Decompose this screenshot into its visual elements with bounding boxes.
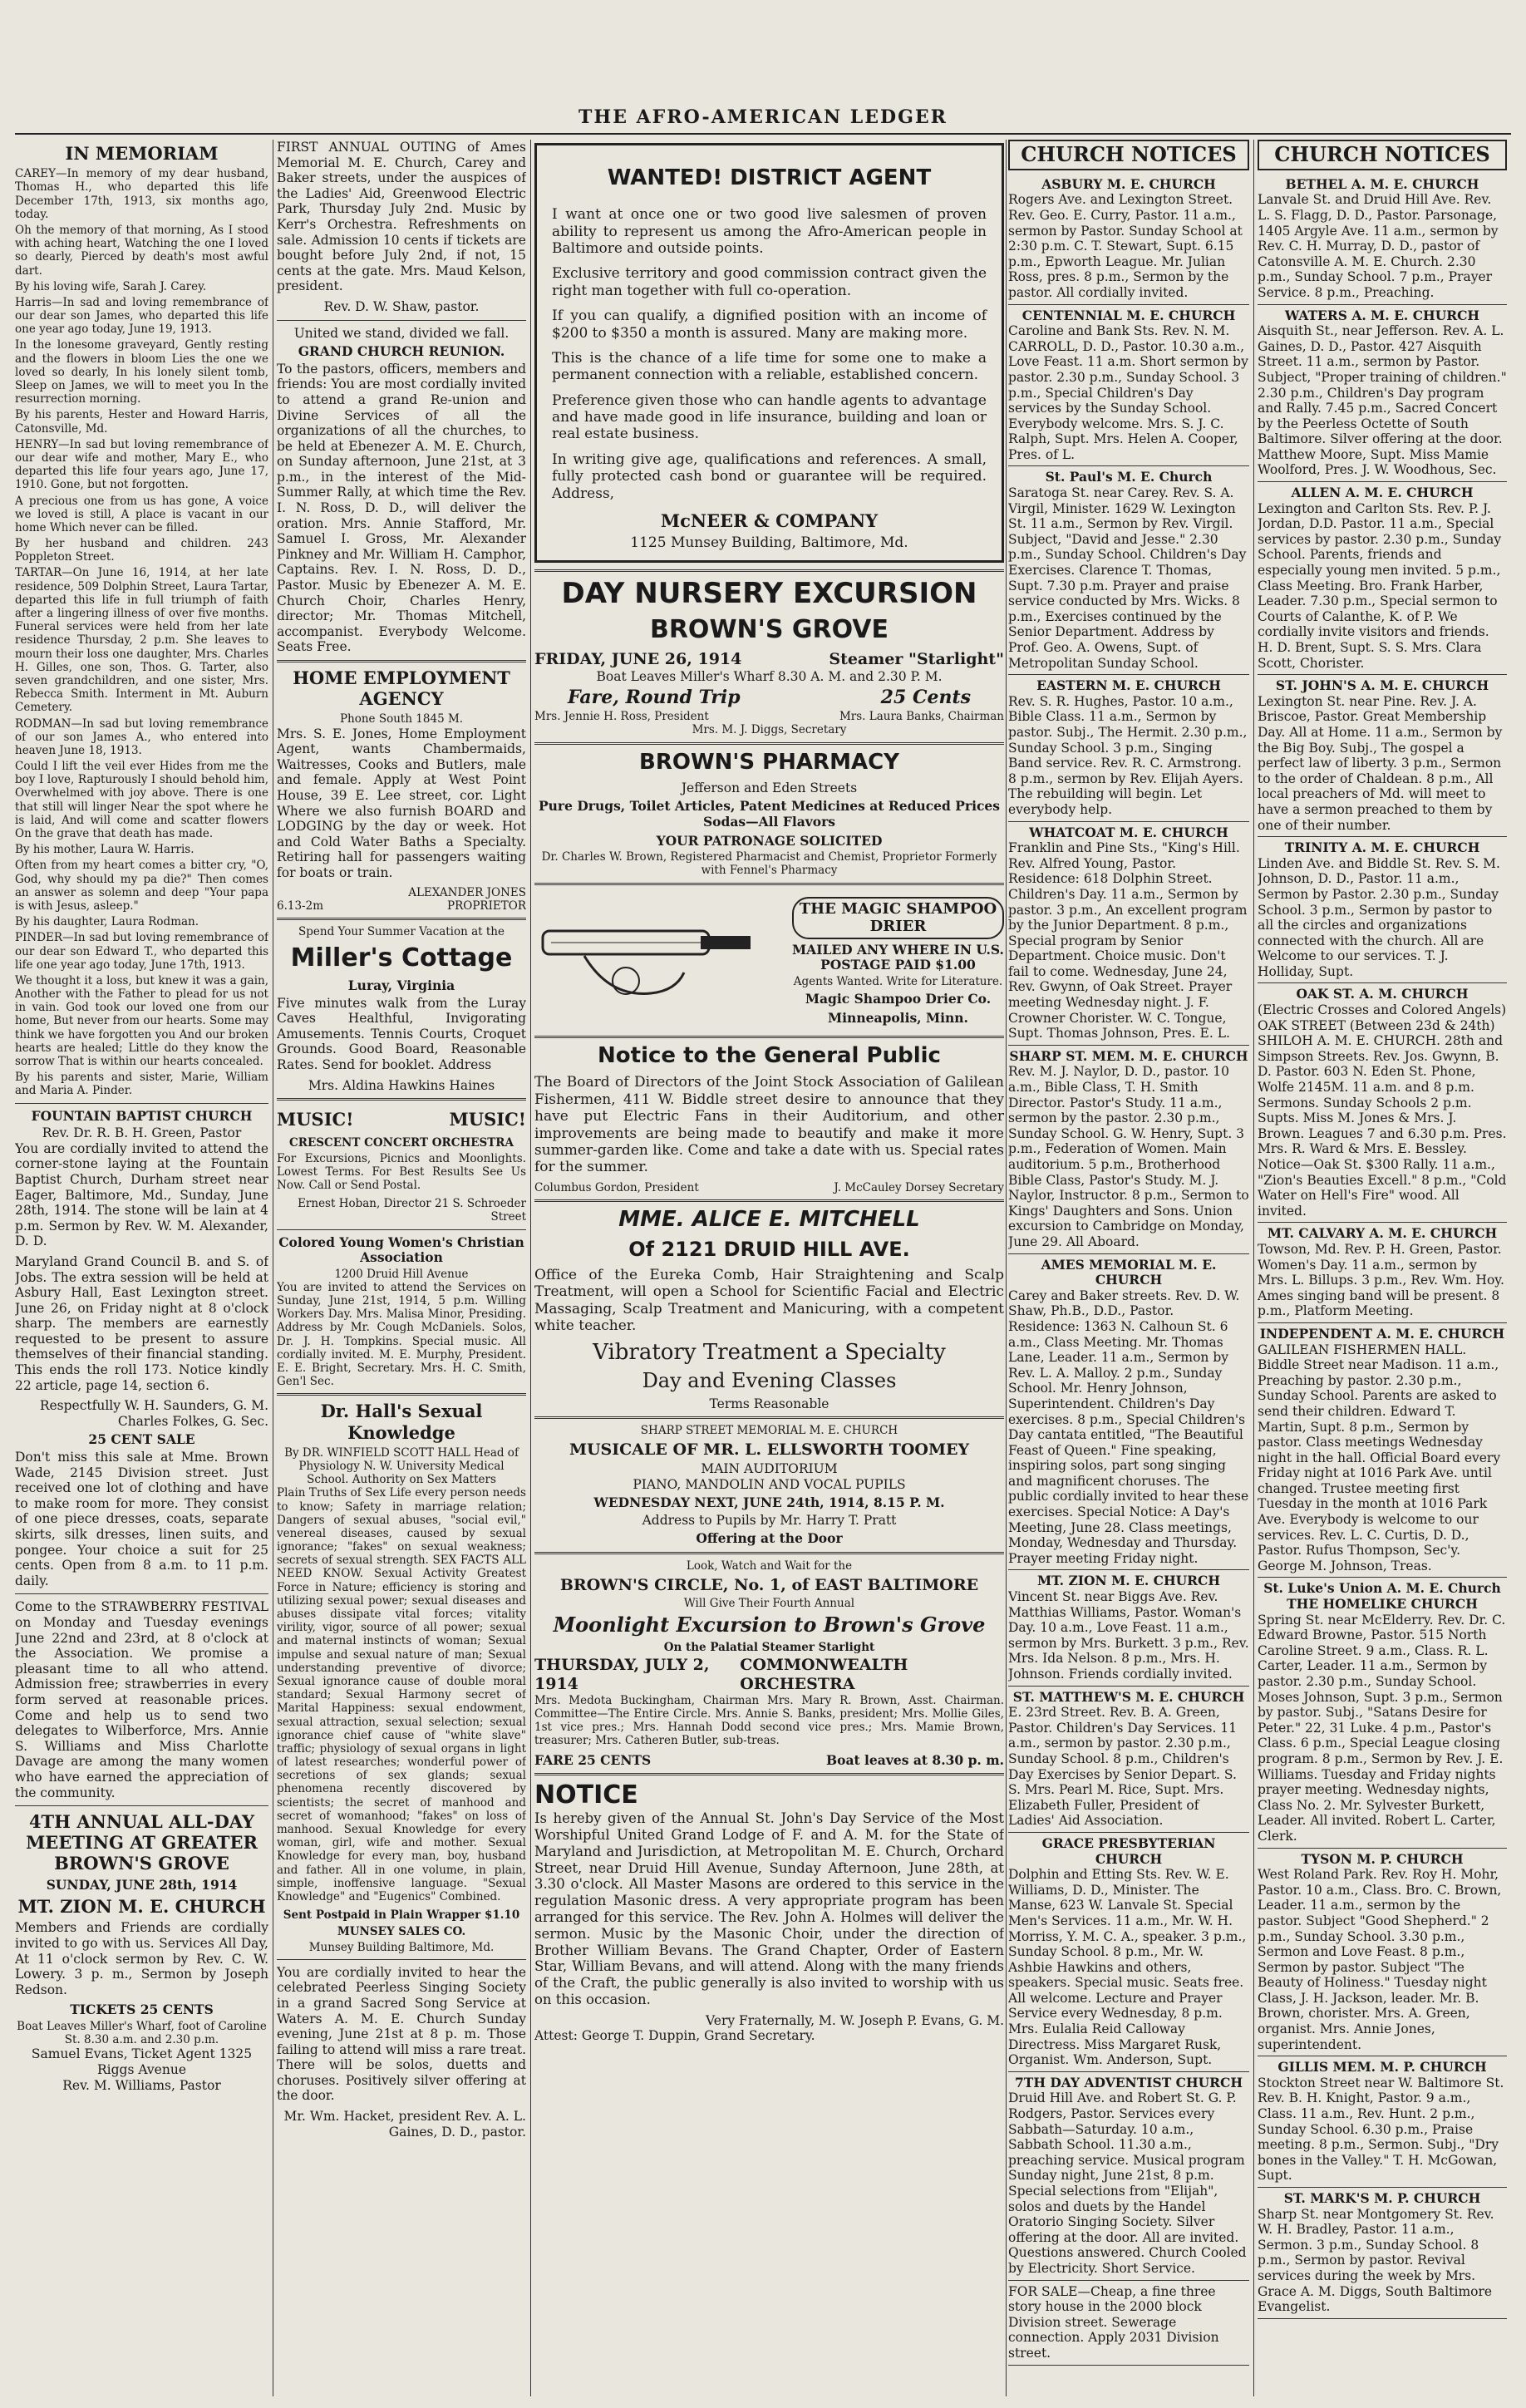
memoriam-list xyxy=(15,167,268,1097)
church-name: BETHEL A. M. E. CHURCH xyxy=(1285,175,1479,192)
nursery-chairman: Mrs. Laura Banks, Chairman xyxy=(839,710,1004,724)
music-title: MUSIC! xyxy=(277,1109,354,1130)
church-details: FOR SALE—Cheap, a fine three story house in the 2000 block Division street. Sewerage connection. Apply 2031 Division street. xyxy=(1008,2283,1219,2361)
miller-pre: Spend Your Summer Vacation at the xyxy=(298,924,505,938)
church-details: Lanvale St. and Druid Hill Ave. Rev. L. S. Flagg, D. D., Pastor. Parsonage, 1405 Argyle Ave. 11 a.m., sermon by Rev. C. H. Murray, D. D., pastor of Catonsville A. M. E. Church. 2.30 p.m., Sunday School. 7 p.m., Prayer Service. 8 p.m., Preaching. xyxy=(1258,192,1499,300)
circle-orchestra: COMMONWEALTH ORCHESTRA xyxy=(740,1656,908,1694)
employ-title: HOME EMPLOYMENT AGENCY xyxy=(293,667,510,710)
circle-fare-row xyxy=(534,1753,1004,1769)
church-notice xyxy=(1008,1570,1249,1686)
employ-proprietor: PROPRIETOR xyxy=(447,899,526,913)
church-name: ST. JOHN'S A. M. E. CHURCH xyxy=(1275,677,1489,694)
shampoo-drier-illustration-icon xyxy=(534,914,784,1006)
church-notice xyxy=(1008,822,1249,1046)
nursery-date-row xyxy=(534,650,1004,669)
miller-signature: Mrs. Aldina Hawkins Haines xyxy=(308,1077,495,1093)
agent-paragraph: This is the chance of a life time for some one to make a permanent connection with a reliable, established concern. xyxy=(552,349,987,384)
musicale-date: WEDNESDAY NEXT, JUNE 24th, 1914, 8.15 P. M. xyxy=(593,1495,945,1511)
church-notice xyxy=(1008,1254,1249,1571)
agent-paragraph: I want at once one or two good live salesmen of proven ability to represent us among the Afro-American people in Baltimore and outside points. xyxy=(552,206,987,257)
circle-officers: Mrs. Medota Buckingham, Chairman Mrs. Mary R. Brown, Asst. Chairman. Committee—The Entire Circle. Mrs. Annie S. Banks, president; Mrs. Mollie Giles, 1st vice pres.; Mrs. Hannah Dodd second vice pres.; Mrs. Mamie Brown, treasurer; Mrs. Catheren Butler, sub-treas. xyxy=(534,1693,1004,1748)
employ-date: 6.13-2m xyxy=(277,899,324,913)
nursery-president: Mrs. Jennie H. Ross, President xyxy=(534,710,709,724)
pharmacy-title: BROWN'S PHARMACY xyxy=(639,749,899,775)
music-header xyxy=(277,1106,526,1133)
music-sub: CRESCENT CONCERT ORCHESTRA xyxy=(289,1136,514,1150)
church-details: Spring St. near McElderry. Rev. Dr. C. Edward Browne, Pastor. 515 North Caroline Street. 9 a.m., Class. R. L. Carter, Leader. 11 a.m., Sermon by pastor. 2.30 p.m., Sunday School. Moses Johnson, Supt. 3 p.m., Sermon by pastor. Subj., "Satans Desire for Peter." 22, 31 Luke. 4 p.m., Pastor's Class. 6 p.m., Special League closing program. 8 p.m., Sermon by Rev. J. E. Williams. Tuesday and Friday nights prayer meeting. Wednesday nights, Class No. 2. Mr. Sylvester Burkett, Leader. All invited. Robert L. Carter, Clerk. xyxy=(1258,1612,1506,1844)
memoriam-entry: Oh the memory of that morning, As I stood with aching heart, Watching the one I loved so dearly, Pierced by death's most awful dart. xyxy=(15,223,268,278)
fountain-title: FOUNTAIN BAPTIST CHURCH xyxy=(31,1107,253,1124)
notice-president: Columbus Gordon, President xyxy=(534,1180,699,1194)
circle-look: Look, Watch and Wait for the xyxy=(686,1559,853,1573)
divider xyxy=(534,1199,1004,1202)
church-details: West Roland Park. Rev. Roy H. Mohr, Pastor. 10 a.m., Class. Bro. C. Brown, Leader. 11 a.m., sermon by the pastor. Subject "Good Shepherd." 2 p.m., Sunday School. 3.30 p.m., Sermon and Love Feast. 8 p.m., Sermon by pastor. Subject "The Beauty of Holiness." Tuesday night Class, J. H. Jackson, leader. Mr. B. Brown, chorister. Mrs. A. Green, organist. Mrs. Annie Jones, superintendent. xyxy=(1258,1867,1502,2052)
church-notice xyxy=(1258,837,1507,983)
allday-church: MT. ZION M. E. CHURCH xyxy=(17,1896,266,1918)
hall-price: Sent Postpaid in Plain Wrapper $1.10 xyxy=(283,1908,520,1923)
church-name: OAK ST. A. M. CHURCH xyxy=(1296,986,1469,1002)
pharmacy-signature: Dr. Charles W. Brown, Registered Pharmacist and Chemist, Proprietor Formerly with Fennel's Pharmacy xyxy=(541,850,997,878)
nursery-officers xyxy=(534,710,1004,723)
church-details: Towson, Md. Rev. P. H. Green, Pastor. Women's Day. 11 a.m., sermon by Mrs. L. Billups. 3 p.m., Rev. Wm. Hoy. Ames singing band will be present. 8 p.m., Platform Meeting. xyxy=(1258,1241,1504,1319)
pharmacy-line: Pure Drugs, Toilet Articles, Patent Medicines at Reduced Prices Sodas—All Flavors xyxy=(539,798,1000,830)
church-notice xyxy=(1258,174,1507,305)
church-notice xyxy=(1258,983,1507,1223)
ywca-address: 1200 Druid Hill Avenue xyxy=(334,1267,469,1281)
notice2-text: Is hereby given of the Annual St. John's Day Service of the Most Worshipful United Grand Lodge of F. and A. M. for the State of Maryland and Jurisdiction, at Metropolitan M. E. Church, Orchard Street, near Druid Hill Avenue, Sunday Afternoon, June 28th, at 3.30 o'clock. All Master Masons are ordered to this service in the regulation Masonic dress. A very appropriate program has been arranged for this service. The Rev. John A. Holmes will deliver the sermon. Music by the Masonic Choir, under the direction of Brother William Bevans. The Grand Chapter, Order of Eastern Star, William Bevans, and will attend. Along with the many friends of the Craft, the public generally is also invited to worship with us on this occasion. xyxy=(534,1810,1004,2007)
circle-give: Will Give Their Fourth Annual xyxy=(683,1597,855,1611)
agent-paragraph: In writing give age, qualifications and references. A small, fully protected cash bond or guarantee will be required. Address, xyxy=(552,451,987,502)
church-name: CENTENNIAL M. E. CHURCH xyxy=(1021,307,1236,323)
church-notice xyxy=(1008,1687,1249,1833)
district-agent-ad xyxy=(534,143,1004,563)
musicale-pupils: PIANO, MANDOLIN AND VOCAL PUPILS xyxy=(633,1476,906,1492)
memoriam-title: IN MEMORIAM xyxy=(65,143,219,164)
ywca-text: You are invited to attend the Services on Sunday, June 21st, 1914, 5 p.m. Willing Workers Day. Mrs. Malisa Minor, Presiding. Address by Mr. Cough McDaniels. Solos, Dr. J. H. Tompkins. Special music. All cordially invited. M. E. Murphy, President. E. E. Bright, Secretary. Mrs. H. C. Smith, Gen'l Sec. xyxy=(277,1280,526,1389)
church-name: St. Paul's M. E. Church xyxy=(1045,469,1213,485)
column-4 xyxy=(1008,140,1249,2396)
church-notice xyxy=(1258,2056,1507,2188)
grand-council-signature: Respectfully W. H. Saunders, G. M. Charles Folkes, G. Sec. xyxy=(39,1398,268,1429)
church-details: Aisquith St., near Jefferson. Rev. A. L. Gaines, D. D., Pastor. 427 Aisquith Street. 11 a.m., sermon by Pastor. Subject, "Proper training of children." 2.30 p.m., Children's Day program and Rally. 7.45 p.m., Sacred Concert by the Peerless Octette of South Baltimore. Silver offering at the door. Matthew Moore, Supt. Miss Mamie Woolford, Pres. J. W. Woodhous, Sec. xyxy=(1258,323,1507,478)
masthead-rule xyxy=(15,133,1511,135)
church-notices-title: CHURCH NOTICES xyxy=(1258,140,1507,170)
church-name: GRACE PRESBYTERIAN CHURCH xyxy=(1041,1834,1216,1867)
divider xyxy=(534,569,1004,572)
divider xyxy=(534,883,1004,885)
church-details: Lexington and Carlton Sts. Rev. P. J. Jordan, D.D. Pastor. 11 a.m., Special services by pastor. 2.30 p.m., Sunday School. Parents, friends and especially young men invited. 5 p.m., Class Meeting. Bro. Frank Harber, Leader. 7.30 p.m., Special sermon to Courts of Calanthe, K. of P. We cordially invite visitors and friends. H. D. Brent, Supt. S. S. Mrs. Clara Scott, Chorister. xyxy=(1258,500,1502,671)
circle-date: THURSDAY, JULY 2, 1914 xyxy=(534,1656,710,1694)
memoriam-entry: Could I lift the veil ever Hides from me the boy I love, Rapturously I should behold him, Overwhelmed with joy above. There is one that still will linger Near the spot where he is laid, And will come and scatter flowers On the grave that death has made. xyxy=(15,760,268,840)
divider xyxy=(534,742,1004,745)
church-notices-title: CHURCH NOTICES xyxy=(1008,140,1249,170)
circle-title: BROWN'S CIRCLE, No. 1, of EAST BALTIMORE xyxy=(559,1576,979,1595)
church-notice xyxy=(1008,174,1249,305)
nursery-title: DAY NURSERY EXCURSION xyxy=(561,576,977,610)
church-details: Franklin and Pine Sts., "King's Hill. Rev. Alfred Young, Pastor. Residence: 618 Dolphin Street. Children's Day. 11 a.m., Sermon by pastor. 3 p.m., An excellent program by the Junior Department. 8 p.m., Special program by Senior Department. Choice music. Don't fail to come. Wednesday, June 24, Rev. Gwynn, of Oak Street. Prayer meeting Wednesday night. J. F. Crowner Chorister. W. C. Tongue, Supt. Thomas Johnson, Pres. E. L. xyxy=(1008,840,1248,1041)
circle-steamer: On the Palatial Steamer Starlight xyxy=(663,1641,875,1655)
nursery-steamer: Steamer "Starlight" xyxy=(829,650,1004,669)
hall-title: Dr. Hall's Sexual Knowledge xyxy=(320,1401,483,1443)
nursery-price: 25 Cents xyxy=(880,686,971,708)
grand-council-text: Maryland Grand Council B. and S. of Jobs. The extra session will be held at Asbury Hall, East Lexington street. June 26, on Friday night at 8 o'clock sharp. The members are earnestly requested to be present to assure themselves of their financial standing. This ends the roll 173. Notice kindly 22 article, page 14, section 6. xyxy=(15,1253,268,1393)
vibratory-terms: Terms Reasonable xyxy=(709,1396,829,1411)
circle-fare: FARE 25 CENTS xyxy=(534,1751,652,1768)
church-details: E. 23rd Street. Rev. B. A. Green, Pastor. Children's Day Services. 11 a.m., sermon by pastor. 2.30 p.m., Sunday School. 8 p.m., Children's Day Exercises by Senior Depart. S. S. Mrs. Pearl M. Rice, Supt. Mrs. Elizabeth Fuller, President of Ladies' Aid Association. xyxy=(1008,1705,1238,1829)
column-divider xyxy=(530,140,531,2396)
column-1 xyxy=(15,140,268,2396)
memoriam-entry: RODMAN—In sad but loving remembrance of our son James A., who entered into heaven June 18, 1913. xyxy=(15,716,268,757)
employ-signature: ALEXANDER JONES xyxy=(408,885,526,899)
divider xyxy=(277,1098,526,1101)
miller-place: Luray, Virginia xyxy=(347,977,455,994)
church-name: MT. ZION M. E. CHURCH xyxy=(1036,1573,1221,1589)
church-details: (Electric Crosses and Colored Angels) OAK STREET (Between 23d & 24th) SHILOH A. M. E. CHURCH. 28th and Simpson Streets. Rev. Jos. Gwynn, B. D. Pastor. 603 N. Eden St. Phone, Wolfe 2145M. 11 a.m. and 8 p.m. Sermons. Sunday Schools 2 p.m. Supts. Miss M. Jones & Mrs. J. Brown. Leagues 7 and 6.30 p.m. Pres. Mrs. R. Ward & Mrs. E. Bessley. Notice—Oak St. $300 Rally. 11 a.m., "Zion's Beauties Excell." 8 p.m., "Cold Water on Hell's Fire" wood. All invited. xyxy=(1258,1002,1507,1219)
divider xyxy=(534,1773,1004,1775)
notice-title: Notice to the General Public xyxy=(598,1043,941,1069)
church-notice xyxy=(1258,1849,1507,2057)
church-name: ASBURY M. E. CHURCH xyxy=(1041,175,1216,192)
church-details: Rev. S. R. Hughes, Pastor. 10 a.m., Bible Class. 11 a.m., Sermon by pastor. Subj., The Hermit. 2.30 p.m., Sunday School. 3 p.m., Singing Band service. Rev. R. C. Armstrong. 8 p.m., sermon by Rev. Elijah Ayers. The rebuilding will begin. Let everybody help. xyxy=(1008,693,1248,817)
agent-address: 1125 Munsey Building, Baltimore, Md. xyxy=(630,534,908,552)
divider xyxy=(277,1393,526,1396)
mitchell-text: Office of the Eureka Comb, Hair Straightening and Scalp Treatment, will open a School for Scientific Facial and Electric Massaging, Scalp Treatment and Manicuring, with a competent white teacher. xyxy=(534,1266,1004,1335)
church-name: 7TH DAY ADVENTIST CHURCH xyxy=(1015,2074,1243,2090)
pharmacy-patronage: YOUR PATRONAGE SOLICITED xyxy=(656,832,883,849)
sale-text: Don't miss this sale at Mme. Brown Wade, 2145 Division street. Just received one lot of clothing and have to make room for more. They consist of one piece dresses, coats, separate skirts, silk dresses, linen suits, and pongee. Your choice a suit for 25 cents. Open from 8 a.m. to 11 p.m. daily. xyxy=(15,1450,268,1588)
nursery-fare-row xyxy=(534,685,1004,710)
church-details: Carey and Baker streets. Rev. D. W. Shaw, Ph.B., D.D., Pastor. Residence: 1363 N. Calhoun St. 6 a.m., Class Meeting. Mr. Thomas Lane, Leader. 11 a.m., Sermon by Rev. L. A. Malloy. 2 p.m., Sunday School. Mr. Henry Johnson, Superintendent. Children's Day exercises. 8 p.m., Special Children's Day cantata entitled, "The Beautiful Feast of Queen." Fine speaking, inspiring solos, part song singing and magnificent choruses. The public cordially invited to hear these exercises. Special Notice: A Day's Meeting, June 28. Class meetings, Monday, Wednesday and Thursday. Prayer meeting Friday night. xyxy=(1008,1288,1249,1566)
church-name: MT. CALVARY A. M. E. CHURCH xyxy=(1267,1225,1498,1242)
allday-agent: Samuel Evans, Ticket Agent 1325 Riggs Avenue xyxy=(31,2046,253,2077)
reunion-motto: United we stand, divided we fall. xyxy=(293,325,509,341)
divider xyxy=(534,1036,1004,1038)
circle-moonlight: Moonlight Excursion to Brown's Grove xyxy=(553,1613,986,1637)
nursery-boat: Boat Leaves Miller's Wharf 8.30 A. M. and 2.30 P. M. xyxy=(596,669,943,685)
divider xyxy=(277,1959,526,1960)
reunion-title: GRAND CHURCH REUNION. xyxy=(298,343,505,360)
musicale-church: SHARP STREET MEMORIAL M. E. CHURCH xyxy=(640,1424,898,1438)
newspaper-page xyxy=(15,8,1511,2402)
miller-title: Miller's Cottage xyxy=(290,943,513,973)
nursery-secretary: Mrs. M. J. Diggs, Secretary xyxy=(692,723,847,737)
pharmacy-address: Jefferson and Eden Streets xyxy=(681,780,858,795)
church-name: WHATCOAT M. E. CHURCH xyxy=(1029,824,1228,840)
notice-text: The Board of Directors of the Joint Stock Association of Galilean Fishermen, 411 W. Biddle street desire to announce that they have put Electric Fans in their Auditorium, and other improvements are being made to beautify and make it more summer-garden like. Come and take a date with us. Special rates for the summer. xyxy=(534,1074,1004,1176)
church-details: Vincent St. near Biggs Ave. Rev. Matthias Williams, Pastor. Woman's Day. 10 a.m., Love Feast. 11 a.m., sermon by Mrs. Burkett. 3 p.m., Rev. Mrs. Ida Nelson. 8 p.m., Mrs. H. Johnson. Friends cordially invited. xyxy=(1008,1589,1249,1682)
magic-brand: THE MAGIC SHAMPOO DRIER xyxy=(792,897,1004,939)
outing-pastor: Rev. D. W. Shaw, pastor. xyxy=(323,298,480,314)
circle-date-row xyxy=(534,1656,1004,1694)
notice2-signature: Very Fraternally, M. W. Joseph P. Evans, G. M. xyxy=(706,2012,1004,2028)
church-details: Sharp St. near Montgomery St. Rev. W. H. Bradley, Pastor. 11 a.m., Sermon. 3 p.m., Sunday School. 8 p.m., Sermon by pastor. Revival services during the week by Mrs. Grace A. M. Diggs, South Baltimore Evangelist. xyxy=(1258,2206,1494,2315)
notice-signatures xyxy=(534,1181,1004,1194)
church-details: Linden Ave. and Biddle St. Rev. S. M. Johnson, D. D., Pastor. 11 a.m., Sermon by Pastor. 2.30 p.m., Sunday School. 3 p.m., Sermon by pastor to all the circles and organizations connected with the church. All are Welcome to our services. T. J. Holliday, Supt. xyxy=(1258,855,1500,979)
magic-text-block xyxy=(792,894,1004,1028)
memoriam-entry: HENRY—In sad but loving remembrance of our dear wife and mother, Mary E., who departed this life four years ago, June 17, 1910. Gone, but not forgotten. xyxy=(15,437,268,492)
church-details: Saratoga St. near Carey. Rev. S. A. Virgil, Minister. 1629 W. Lexington St. 11 a.m., Sermon by Rev. Virgil. Subject, "David and Jesse." 2.30 p.m., Sunday School. Children's Day Exercises. Clarence T. Thomas, Supt. 7.30 p.m. Prayer and praise service conducted by Mrs. Wicks. 8 p.m., Exercises continued by the Senior Department. Address by Prof. Geo. A. Owens, Supt. of Metropolitan Sunday School. xyxy=(1008,485,1247,671)
church-details: Druid Hill Ave. and Robert St. G. P. Rodgers, Pastor. Services every Sabbath—Saturday. 10 a.m., Sabbath School. 11.30 a.m., preaching service. Musical program Sunday night, June 21st, 8 p.m. Special selections from "Elijah", solos and duets by the Handel Oratorio Singing Society. Silver offering at the door. All are invited. Questions answered. Church Cooled by Electricity. Short Service. xyxy=(1008,2090,1247,2276)
church-name: TRINITY A. M. E. CHURCH xyxy=(1284,840,1480,856)
employ-footer xyxy=(277,899,526,913)
church-details: Rogers Ave. and Lexington Street. Rev. Geo. E. Curry, Pastor. 11 a.m., sermon by Pastor. Sunday School at 2:30 p.m. C. T. Stewart, Supt. 6.15 p.m., Epworth League. Mr. Julian Ross, pres. 8 p.m., Sermon by the pastor. All cordially invited. xyxy=(1008,192,1243,300)
church-notice xyxy=(1008,1833,1249,2072)
column-divider xyxy=(1253,140,1254,2396)
magic-agents: Agents Wanted. Write for Literature. xyxy=(793,974,1003,988)
church-notice xyxy=(1258,1223,1507,1323)
music-title: MUSIC! xyxy=(449,1109,526,1130)
column-3 xyxy=(534,140,1004,2396)
church-name: WATERS A. M. E. CHURCH xyxy=(1284,307,1480,323)
divider xyxy=(15,1593,268,1594)
divider xyxy=(15,1103,268,1104)
church-list xyxy=(1008,174,1249,2366)
memoriam-entry: CAREY—In memory of my dear husband, Thomas H., who departed this life December 17th, 1913, six months ago, today. xyxy=(15,167,268,221)
nursery-place: BROWN'S GROVE xyxy=(649,615,889,645)
divider xyxy=(534,1416,1004,1419)
memoriam-entry: PINDER—In sad but loving remembrance of our dear son Edward T., who departed this life one year ago today, June 17th, 1913. xyxy=(15,931,268,972)
nursery-date: FRIDAY, JUNE 26, 1914 xyxy=(534,650,742,669)
music-signature: Ernest Hoban, Director 21 S. Schroeder Street xyxy=(298,1197,526,1224)
church-details: Dolphin and Etting Sts. Rev. W. E. Williams, D. D., Minister. The Manse, 623 W. Lanvale St. Special Men's Services. 11 a.m., Mr. W. H. Morriss, Y. M. C. A., speaker. 3 p.m., Sunday School. 8 p.m., Mr. W. Ashbie Hawkins and others, speakers. Special music. Seats free. All welcome. Lecture and Prayer Service every Wednesday, 8 p.m. Mrs. Eulalia Reid Calloway Directress. Miss Margaret Rusk, Organist. Wm. Anderson, Supt. xyxy=(1008,1867,1247,2068)
church-notice xyxy=(1008,1046,1249,1254)
divider xyxy=(15,1805,268,1806)
church-notice xyxy=(1258,1578,1507,1848)
memoriam-entry: By her husband and children. 243 Poppleton Street. xyxy=(15,537,268,564)
church-notice xyxy=(1008,675,1249,821)
memoriam-entry: TARTAR—On June 16, 1914, at her late residence, 509 Dolphin Street, Laura Tartar, departed this life in full triumph of faith after a lingering illness of over five months. Funeral services were held from her late residence Thursday, 2 p.m. She leaves to mourn their loss one daughter, Mrs. Charles H. Gilles, one son, Thos. G. Tarter, also seven grandchildren, and one sister, Mrs. Rebecca Smith. Interment in Mt. Auburn Cemetery. xyxy=(15,566,268,715)
memoriam-entry: Harris—In sad and loving remembrance of our dear son James, who departed this life one year ago today, June 19, 1913. xyxy=(15,295,268,337)
church-name: TYSON M. P. CHURCH xyxy=(1301,1850,1464,1867)
divider xyxy=(534,1552,1004,1554)
church-details: Rev. M. J. Naylor, D. D., pastor. 10 a.m., Bible Class, T. H. Smith Director. Pastor's Study. 11 a.m., sermon by the pastor. 2.30 p.m., Sunday School. G. W. Henry, Supt. 3 p.m., Federation of Women. Main auditorium. 5 p.m., Brotherhood Bible Class, Pastor's Study. M. J. Naylor, Instructor. 8 p.m., Sermon to Kings' Daughters and Sons. Union excursion to Cambridge on Monday, June 29. All Aboard. xyxy=(1008,1064,1249,1249)
column-divider xyxy=(1006,140,1007,2396)
hall-company: MUNSEY SALES CO. xyxy=(337,1925,466,1939)
notice2-attest: Attest: George T. Duppin, Grand Secretary. xyxy=(534,2028,815,2044)
vibratory-title: Vibratory Treatment a Specialty xyxy=(593,1339,946,1365)
musicale-title: MUSICALE OF MR. L. ELLSWORTH TOOMEY xyxy=(569,1440,970,1460)
reunion-text: To the pastors, officers, members and friends: You are most cordially invited to attend a grand Re-union and Divine Services of all the organizations of all the churches, to be held at Ebenezer A. M. E. Church, on Sunday afternoon, June 21st, at 3 p.m., in the interest of the Mid-Summer Rally, at which time the Rev. I. N. Ross, D. D., will deliver the oration. Mrs. Annie Stafford, Mr. Samuel I. Gross, Mr. Alexander Pinkney and Mr. William H. Camphor, Captains. Rev. I. N. Ross, D. D., Pastor. Music by Ebenezer A. M. E. Church Choir, Charles Henry, director; Mr. Thomas Mitchell, accompanist. Everybody Welcome. Seats Free. xyxy=(277,361,526,655)
memoriam-entry: By his daughter, Laura Rodman. xyxy=(15,915,199,929)
notice-secretary: J. McCauley Dorsey Secretary xyxy=(834,1180,1004,1194)
employ-text: Mrs. S. E. Jones, Home Employment Agent, wants Chambermaids, Waitresses, Cooks and Butlers, male and female. Apply at West Point House, 39 E. Lee street, cor. Light Where we also furnish BOARD and LODGING by the day or week. Hot and Cold Water Baths a Specialty. Retiring hall for passengers waiting for boats or train. xyxy=(277,726,526,880)
hall-text: Plain Truths of Sex Life every person needs to know; Safety in marriage relation; Dangers of sexual abuses, "social evil," venereal diseases, caused by sexual ignorance; "fakes" on sexual weakness; secrets of sexual strength. SEX FACTS ALL NEED KNOW. Sexual Activity Greatest Force in Nature; efficiency is storing and utilizing sexual power; sexual diseases and abuses dissipate vital forces; vitality virility, vigor, source of all power; sexual and maternal instincts of woman; Sexual impulse and sexual nature of man; Sexual understanding preventive of divorce; Sexual ignorance cause of double moral standard; Sexual Harmony secret of Marital Happiness: sexual endowment, sexual attraction, sexual selection; sexual ignorance chief cause of "white slave" traffic; physiology of sexual organs in light of latest researches; wonderful power of secretions of sex glands; sexual phenomena recently discovered by scientists; the secret of manhood and secret of womanhood; "fakes" on loss of manhood. Sexual Knowledge for every woman, girl, wife and mother. Sexual Knowledge for every man, boy, husband and father. All in one volume, in plain, simple, inoffensive language. "Sexual Knowledge" and "Eugenics" Combined. xyxy=(277,1486,526,1903)
allday-title: 4TH ANNUAL ALL-DAY MEETING AT GREATER BROWN'S GROVE xyxy=(26,1811,258,1874)
divider xyxy=(277,320,526,321)
church-notice xyxy=(1258,305,1507,483)
agent-title: WANTED! DISTRICT AGENT xyxy=(607,165,932,190)
column-2 xyxy=(277,140,526,2396)
singing-text: You are cordially invited to hear the celebrated Peerless Singing Society in a grand Sacred Song Service at Waters A. M. E. Church Sunday evening, June 21st at 8 p. m. Those failing to attend will miss a rare treat. There will be solos, duetts and choruses. Positively silver offering at the door. xyxy=(277,1964,526,2104)
church-name: St. Luke's Union A. M. E. Church THE HOMELIKE CHURCH xyxy=(1263,1580,1501,1613)
circle-boat: Boat leaves at 8.30 p. m. xyxy=(826,1751,1004,1768)
strawberry-text: Come to the STRAWBERRY FESTIVAL on Monday and Tuesday evenings June 22nd and 23rd, at 8 o'clock at the Association. We promise a pleasant time to all who attend. Admission free; strawberries in every form served at reasonable prices. Come and help us to send two delegates to Wilberforce, Mrs. Annie S. Williams and Miss Charlotte Davage are among the many women who have earned the appreciation of the community. xyxy=(15,1599,268,1800)
divider xyxy=(277,1229,526,1230)
church-notice xyxy=(1258,675,1507,837)
magic-shampoo-ad xyxy=(534,890,1004,1032)
agent-paragraph: Exclusive territory and good commission contract given the right man together with full co-operation. xyxy=(552,265,987,299)
church-name: ALLEN A. M. E. CHURCH xyxy=(1291,485,1474,501)
church-notice xyxy=(1258,2188,1507,2319)
allday-tickets: TICKETS 25 CENTS xyxy=(70,2002,214,2018)
musicale-auditorium: MAIN AUDITORIUM xyxy=(701,1461,838,1477)
church-notice xyxy=(1258,482,1507,675)
divider xyxy=(277,918,526,920)
mitchell-title: MME. ALICE E. MITCHELL xyxy=(618,1206,920,1232)
notice2-title: NOTICE xyxy=(534,1780,638,1810)
magic-mailed: MAILED ANY WHERE IN U.S. POSTAGE PAID $1.00 xyxy=(792,941,1004,973)
musicale-offering: Offering at the Door xyxy=(696,1530,843,1547)
allday-date: SUNDAY, JUNE 28th, 1914 xyxy=(46,1876,238,1893)
church-details: Stockton Street near W. Baltimore St. Rev. B. H. Knight, Pastor. 9 a.m., Class. 11 a.m., Rev. Hunt. 2 p.m., Sunday School. 6.30 p.m., Praise meeting. 8 p.m., Sermon. Subj., "Dry bones in the Valley." T. H. McGowan, Supt. xyxy=(1258,2075,1504,2184)
musicale-address: Address to Pupils by Mr. Harry T. Pratt xyxy=(642,1512,897,1528)
fountain-pastor: Rev. Dr. R. B. H. Green, Pastor xyxy=(42,1125,242,1141)
sale-title: 25 CENT SALE xyxy=(88,1431,195,1448)
memoriam-entry: Often from my heart comes a bitter cry, "O, God, why should my pa die?" Then comes an answer as solemn and deep "Your papa is with Jesus, asleep." xyxy=(15,859,268,913)
church-name: AMES MEMORIAL M. E. CHURCH xyxy=(1041,1256,1217,1288)
fountain-text: You are cordially invited to attend the corner-stone laying at the Fountain Baptist Church, Durham street near Eager, Baltimore, Md., Sunday, June 28th, 1914. The stone will be lain at 4 p.m. Sermon by Rev. W. M. Alexander, D. D. xyxy=(15,1140,268,1249)
church-details: GALILEAN FISHERMEN HALL. Biddle Street near Madison. 11 a.m., Preaching by pastor. 2.30 p.m., Sunday School. Parents are asked to send their children. Edward T. Martin, Supt. 8 p.m., Sermon by pastor. Class meetings Wednesday night in the hall. Official Board every Friday night at 1016 Park Ave. until changed. Trustee meeting first Tuesday in the month at 1016 Park Ave. Everybody is welcome to our services. Rev. L. C. Curtis, D. D., Pastor. Rufus Thompson, Sec'y. George M. Johnson, Treas. xyxy=(1258,1342,1501,1573)
church-name: INDEPENDENT A. M. E. CHURCH xyxy=(1259,1325,1505,1342)
agent-company: McNEER & COMPANY xyxy=(660,510,879,532)
vibratory-sub: Day and Evening Classes xyxy=(642,1368,897,1392)
hall-address: Munsey Building Baltimore, Md. xyxy=(308,1940,495,1954)
miller-text: Five minutes walk from the Luray Caves Healthful, Invigorating Amusements. Tennis Courts, Croquet Grounds. Good Board, Reasonable Rates. Send for booklet. Address xyxy=(277,995,526,1073)
divider xyxy=(277,660,526,662)
agent-paragraph: If you can qualify, a dignified position with an income of $200 to $350 a month is assured. Many are making more. xyxy=(552,308,987,342)
church-notice xyxy=(1008,2281,1249,2366)
memoriam-entry: By his parents and sister, Marie, William and Maria A. Pinder. xyxy=(15,1071,268,1098)
church-name: ST. MARK'S M. P. CHURCH xyxy=(1283,2190,1481,2207)
hall-author: By DR. WINFIELD SCOTT HALL Head of Physiology N. W. University Medical School. Authority on Sex Matters xyxy=(284,1445,519,1487)
church-details: Caroline and Bank Sts. Rev. N. M. CARROLL, D. D., Pastor. 10.30 a.m., Love Feast. 11 a.m. Short sermon by pastor. 2.30 p.m., Sunday School. 3 p.m., Special Children's Day services by the Sunday School. Everybody welcome. Mrs. S. J. C. Ralph, Supt. Mrs. Helen A. Cooper, Pres. of L. xyxy=(1008,323,1248,462)
memoriam-entry: By his parents, Hester and Howard Harris, Catonsville, Md. xyxy=(15,408,268,436)
ywca-title: Colored Young Women's Christian Association xyxy=(278,1234,524,1266)
allday-text: Members and Friends are cordially invited to go with us. Services All Day, At 11 o'clock sermon by Rev. C. W. Lowery. 3 p. m., Sermon by Joseph Redson. xyxy=(15,1920,268,1997)
church-name: EASTERN M. E. CHURCH xyxy=(1036,677,1221,694)
outing-text: FIRST ANNUAL OUTING of Ames Memorial M. E. Church, Carey and Baker streets, under the auspices of the Ladies' Aid, Greenwood Electric Park, Thursday July 2nd. Music by Kerr's Orchestra. Refreshments on sale. Admission 10 cents if tickets are bought before July 2nd, if not, 15 cents at the gate. Mrs. Maud Kelson, president. xyxy=(277,140,526,294)
church-notice xyxy=(1008,466,1249,675)
church-name: GILLIS MEM. M. P. CHURCH xyxy=(1277,2059,1487,2076)
memoriam-entry: By his mother, Laura W. Harris. xyxy=(15,843,194,857)
masthead: THE AFRO-AMERICAN LEDGER xyxy=(578,106,948,128)
nursery-fare: Fare, Round Trip xyxy=(568,686,741,708)
employ-phone: Phone South 1845 M. xyxy=(339,712,464,726)
magic-company: Magic Shampoo Drier Co. xyxy=(805,991,992,1007)
allday-pastor: Rev. M. Williams, Pastor xyxy=(62,2077,221,2093)
church-notice xyxy=(1008,305,1249,467)
memoriam-entry: In the lonesome graveyard, Gently resting and the flowers in bloom Lies the one we loved so dearly, In his lonely silent tomb, Sleep on James, we will to meet you In the resurrection morning. xyxy=(15,338,268,406)
church-name: ST. MATTHEW'S M. E. CHURCH xyxy=(1012,1688,1245,1705)
agent-paragraph: Preference given those who can handle agents to advantage and have made good in life insurance, building and loan or real estate business. xyxy=(552,391,987,443)
music-text: For Excursions, Picnics and Moonlights. Lowest Terms. For Best Results See Us Now. Call or Send Postal. xyxy=(277,1151,526,1192)
allday-boat: Boat Leaves Miller's Wharf, foot of Caroline St. 8.30 a.m. and 2.30 p.m. xyxy=(17,2020,267,2047)
church-details: Lexington St. near Pine. Rev. J. A. Briscoe, Pastor. Great Membership Day. All at Home. 11 a.m., Sermon by the Big Boy. Subj., The gospel a perfect law of liberty. 3 p.m., Sermon to the order of Chaldean. 8 p.m., All local preachers of Md. will meet to have a sermon preached to them by one of their number. xyxy=(1258,693,1503,833)
church-name: SHARP ST. MEM. M. E. CHURCH xyxy=(1009,1047,1248,1064)
mitchell-address: Of 2121 DRUID HILL AVE. xyxy=(628,1238,910,1262)
singing-signature: Mr. Wm. Hacket, president Rev. A. L. Gaines, D. D., pastor. xyxy=(283,2109,526,2140)
memoriam-entry: We thought it a loss, but knew it was a gain, Another with the Father to plead for us not in vain. God took our loved one from our home, But never from our hearts. Some may think we have forgotten you And our broken hearts are healed; Little do they know the sorrow That is within our hearts concealed. xyxy=(15,973,268,1068)
memoriam-entry: By his loving wife, Sarah J. Carey. xyxy=(15,279,207,293)
church-list xyxy=(1258,174,1507,2319)
magic-city: Minneapolis, Minn. xyxy=(828,1009,968,1026)
church-notice xyxy=(1008,2072,1249,2281)
column-5 xyxy=(1258,140,1507,2396)
memoriam-entry: A precious one from us has gone, A voice we loved is still, A place is vacant in our home Which never can be filled. xyxy=(15,494,268,534)
church-notice xyxy=(1258,1323,1507,1578)
